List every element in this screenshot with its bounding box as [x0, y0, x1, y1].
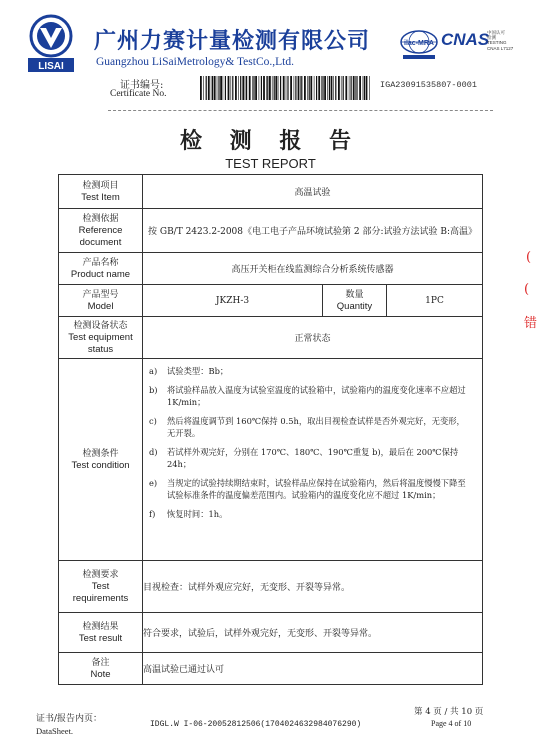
label-requirement: 检测要求 Test requirements	[59, 561, 143, 613]
edge-mark-2: (	[524, 282, 530, 297]
condition-item: a) 试验类型：Bb；	[149, 366, 229, 376]
label-quantity: 数量 Quantity	[323, 285, 387, 317]
cnas-logo: CNAS	[441, 30, 490, 49]
edge-mark-1: (	[526, 250, 532, 265]
label-note: 备注 Note	[59, 653, 143, 685]
row-result	[59, 613, 483, 653]
value-product-name: 高压开关柜在线监测综合分析系统传感器	[143, 253, 483, 285]
report-title-cn: 检 测 报 告	[180, 129, 361, 154]
lisai-logo	[26, 14, 76, 74]
row-model	[59, 285, 483, 317]
value-condition	[143, 359, 483, 561]
value-model: JKZH-3	[143, 285, 323, 317]
value-note: 高温试验已通过认可	[143, 653, 483, 685]
row-product-name	[59, 253, 483, 285]
label-condition: 检测条件 Test condition	[59, 359, 143, 561]
value-reference: 按 GB/T 2423.2-2008《电工电子产品环境试验第 2 部分:试验方法试验 B:高温》	[143, 209, 483, 253]
label-reference: 检测依据 Reference document	[59, 209, 143, 253]
company-name-en: Guangzhou LiSaiMetrology& TestCo.,Ltd.	[96, 56, 294, 68]
value-result: 符合要求，试验后，试样外观完好，无变形、开裂等异常。	[143, 613, 483, 653]
report-title-en: TEST REPORT	[225, 156, 316, 171]
condition-item: e) 当规定的试验持续期结束时，试验样品应保持在试验箱内，然后将温度慢慢下降至试验标准条件的温度偏差范围内。试验箱内的温度变化应不超过 1K/min；	[149, 477, 466, 500]
condition-item: f) 恢复时间：1h。	[149, 508, 228, 519]
certificate-label-en: Certificate No.	[110, 89, 167, 99]
logo-text: LISAI	[38, 61, 64, 72]
footer-page-en: Page 4 of 10	[431, 719, 472, 728]
certificate-label-cn: 证书编号:	[120, 80, 164, 91]
footer-sheet-label-cn: 证书/报告内页：	[36, 714, 103, 724]
label-test-item: 检测项目 Test Item	[59, 175, 143, 209]
value-equipment: 正常状态	[143, 317, 483, 359]
row-reference	[59, 209, 483, 253]
certificate-number: IGA23091535807-0001	[380, 80, 477, 90]
ilac-text: ilac-MRA	[404, 40, 434, 47]
row-condition	[59, 359, 483, 561]
row-requirement	[59, 561, 483, 613]
ilac-mra-logo	[398, 28, 440, 62]
condition-item: d) 若试样外观完好，分别在 170℃、180℃、190℃重复 b)，最后在 200℃保持 24h；	[149, 446, 459, 469]
row-equipment	[59, 317, 483, 359]
row-note	[59, 653, 483, 685]
condition-item: b) 将试验样品放入温度为试验室温度的试验箱中，试验箱内的温度变化速率不应超过 1K/min；	[149, 384, 466, 407]
footer-sheet-label-en: DataSheet.	[36, 726, 74, 736]
edge-mark-3: 错	[524, 316, 538, 331]
condition-list	[143, 359, 482, 526]
company-name-cn: 广州力赛计量检测有限公司	[94, 29, 371, 54]
value-quantity: 1PC	[387, 285, 483, 317]
report-table	[58, 174, 483, 685]
label-result: 检测结果 Test result	[59, 613, 143, 653]
footer-document-id: IDGL.W I-06-20052812506(1704024632984076290)	[150, 720, 362, 729]
condition-item: c) 然后将温度调节到 160℃保持 0.5h，取出目视检查试样是否外观完好，无变形，无开裂。	[149, 415, 465, 438]
footer-page-cn: 第 4 页 / 共 10 页	[414, 707, 484, 717]
barcode	[200, 76, 372, 100]
label-product-name: 产品名称 Product name	[59, 253, 143, 285]
header-divider	[108, 110, 493, 111]
label-model: 产品型号 Model	[59, 285, 143, 317]
label-equipment: 检测设备状态 Test equipment status	[59, 317, 143, 359]
value-test-item: 高温试验	[143, 175, 483, 209]
value-requirement: 目视检查：试样外观应完好，无变形、开裂等异常。	[143, 561, 483, 613]
row-test-item	[59, 175, 483, 209]
cnas-subtitle: 中国认可 检测 TESTING CNAS L7127	[487, 30, 514, 51]
